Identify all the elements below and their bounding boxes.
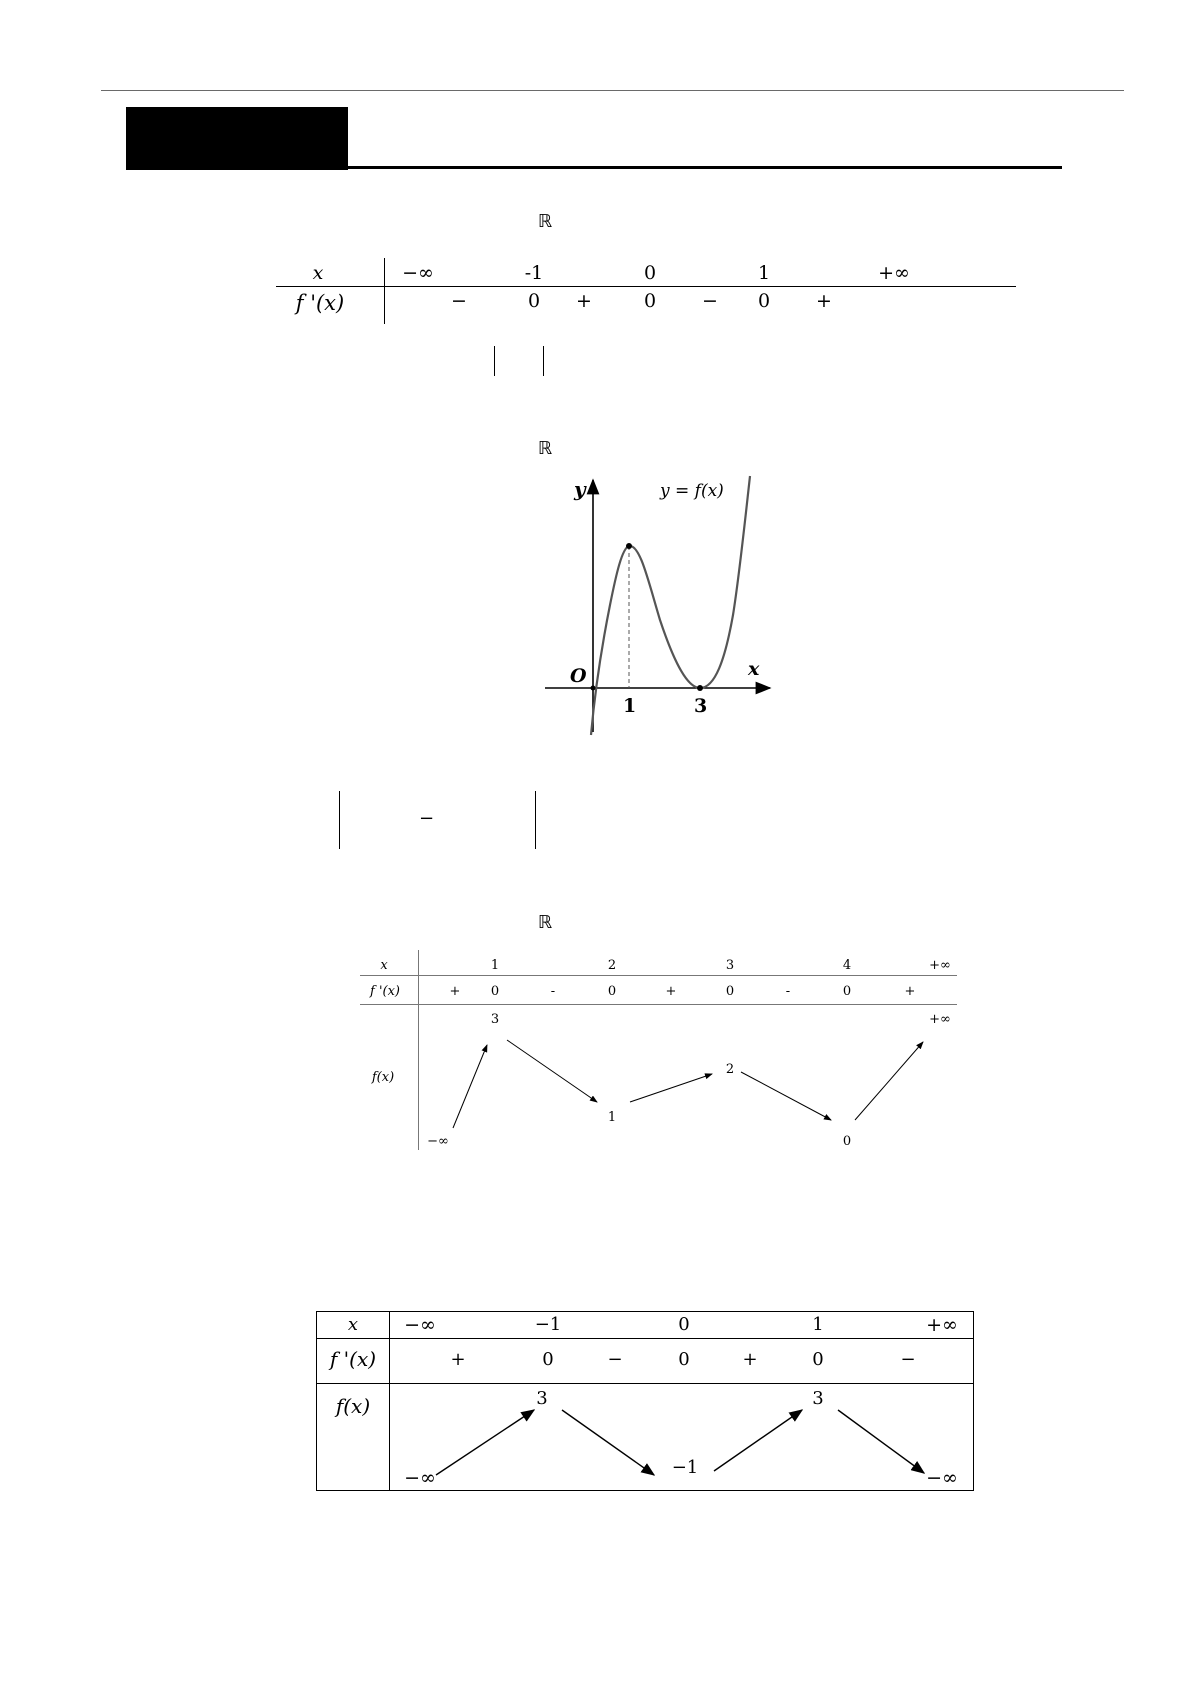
origin-label: O bbox=[570, 665, 587, 687]
table-1-x-value: −∞ bbox=[402, 262, 434, 284]
table-2-fp-value: 0 bbox=[842, 984, 852, 999]
table-3-fp-value: 0 bbox=[812, 1349, 824, 1370]
table-2-x-value: 4 bbox=[842, 958, 852, 973]
table-3-x-value: 1 bbox=[812, 1314, 824, 1335]
max-point bbox=[626, 543, 632, 549]
table-3-f-value: −1 bbox=[671, 1457, 699, 1478]
table-1-x-value: +∞ bbox=[878, 262, 910, 284]
table-2-x-value: 2 bbox=[607, 958, 617, 973]
table-2-f-value: +∞ bbox=[929, 1012, 951, 1027]
x-axis-label: x bbox=[748, 658, 760, 680]
table-2-fp-label: f '(x) bbox=[370, 984, 400, 999]
formula-minus: − bbox=[419, 808, 435, 829]
table-2-f-value: 1 bbox=[607, 1110, 617, 1125]
table-1-fp-value: 0 bbox=[643, 290, 657, 312]
table-2-x-label: x bbox=[380, 958, 388, 973]
reals-symbol-3: ℝ bbox=[538, 912, 553, 933]
table-1-fp-value: + bbox=[816, 290, 832, 312]
table-3-fp-label: f '(x) bbox=[329, 1347, 377, 1371]
table-1-x-value: 1 bbox=[757, 262, 771, 284]
table-1-fp-value: − bbox=[451, 290, 467, 312]
abs-bar-right bbox=[543, 346, 544, 376]
curve-label: y = f(x) bbox=[660, 481, 724, 501]
abs-bar-left bbox=[494, 346, 495, 376]
sign-table-1 bbox=[276, 258, 1016, 326]
header-rule bbox=[101, 90, 1124, 91]
table-1-x-value: 0 bbox=[643, 262, 657, 284]
table-3-x-value: +∞ bbox=[926, 1314, 958, 1336]
table-1-fp-value: + bbox=[576, 290, 592, 312]
table-3-fp-value: 0 bbox=[678, 1349, 690, 1370]
table-2-x-value: 1 bbox=[490, 958, 500, 973]
curve bbox=[591, 476, 750, 735]
tick-label-3: 3 bbox=[694, 695, 708, 717]
variation-table-3 bbox=[316, 1311, 974, 1491]
formula-bar-left bbox=[339, 791, 340, 849]
origin-point bbox=[591, 686, 596, 691]
table-2-arrows bbox=[360, 950, 960, 1150]
table-2-f-label: f(x) bbox=[371, 1070, 395, 1085]
tangent-point bbox=[697, 685, 703, 691]
table-1-divider bbox=[384, 258, 385, 324]
table-2-fp-value: + bbox=[904, 984, 916, 999]
variation-table-2 bbox=[360, 950, 960, 1150]
table-3-fp-value: + bbox=[742, 1349, 758, 1370]
table-2-f-value: 2 bbox=[725, 1062, 735, 1077]
table-3-f-value: −∞ bbox=[926, 1467, 958, 1489]
table-1-fp-value: − bbox=[702, 290, 718, 312]
function-graph bbox=[540, 470, 780, 740]
table-2-fp-value: - bbox=[785, 984, 791, 999]
table-2-f-value: 0 bbox=[842, 1134, 852, 1149]
table-3-f-value: 3 bbox=[536, 1388, 548, 1409]
table-3-x-value: −∞ bbox=[404, 1314, 436, 1336]
table-1-fp-value: 0 bbox=[527, 290, 541, 312]
table-2-fp-value: + bbox=[449, 984, 461, 999]
table-2-x-value: 3 bbox=[725, 958, 735, 973]
table-3-x-value: 0 bbox=[678, 1314, 690, 1335]
table-2-f-value: 3 bbox=[490, 1012, 500, 1027]
table-3-fp-value: − bbox=[607, 1349, 623, 1370]
table-3-arrows bbox=[316, 1311, 974, 1491]
table-3-x-value: −1 bbox=[534, 1314, 562, 1335]
table-2-fp-value: 0 bbox=[725, 984, 735, 999]
section-label-box bbox=[126, 107, 348, 170]
y-axis-label: y bbox=[574, 477, 586, 501]
table-2-f-value: −∞ bbox=[427, 1134, 449, 1149]
table-3-f-value: −∞ bbox=[404, 1467, 436, 1489]
table-2-fp-value: 0 bbox=[607, 984, 617, 999]
table-1-x-label: x bbox=[312, 262, 324, 284]
table-3-fp-value: + bbox=[450, 1349, 466, 1370]
table-1-row-rule bbox=[276, 286, 1016, 287]
table-1-x-value: -1 bbox=[524, 262, 544, 284]
table-2-fp-value: + bbox=[665, 984, 677, 999]
table-2-fp-value: - bbox=[550, 984, 556, 999]
table-2-x-value: +∞ bbox=[929, 958, 951, 973]
table-3-fp-value: − bbox=[900, 1349, 916, 1370]
table-2-fp-value: 0 bbox=[490, 984, 500, 999]
formula-bar-right bbox=[535, 791, 536, 849]
table-3-x-label: x bbox=[347, 1314, 359, 1335]
table-1-fp-value: 0 bbox=[757, 290, 771, 312]
reals-symbol-1: ℝ bbox=[538, 211, 553, 232]
tick-label-1: 1 bbox=[623, 695, 637, 717]
title-underline bbox=[348, 166, 1062, 169]
reals-symbol-2: ℝ bbox=[538, 438, 553, 459]
table-3-f-label: f(x) bbox=[335, 1394, 371, 1418]
table-3-f-value: 3 bbox=[812, 1388, 824, 1409]
table-1-fp-label: f '(x) bbox=[295, 291, 345, 315]
table-3-fp-value: 0 bbox=[542, 1349, 554, 1370]
